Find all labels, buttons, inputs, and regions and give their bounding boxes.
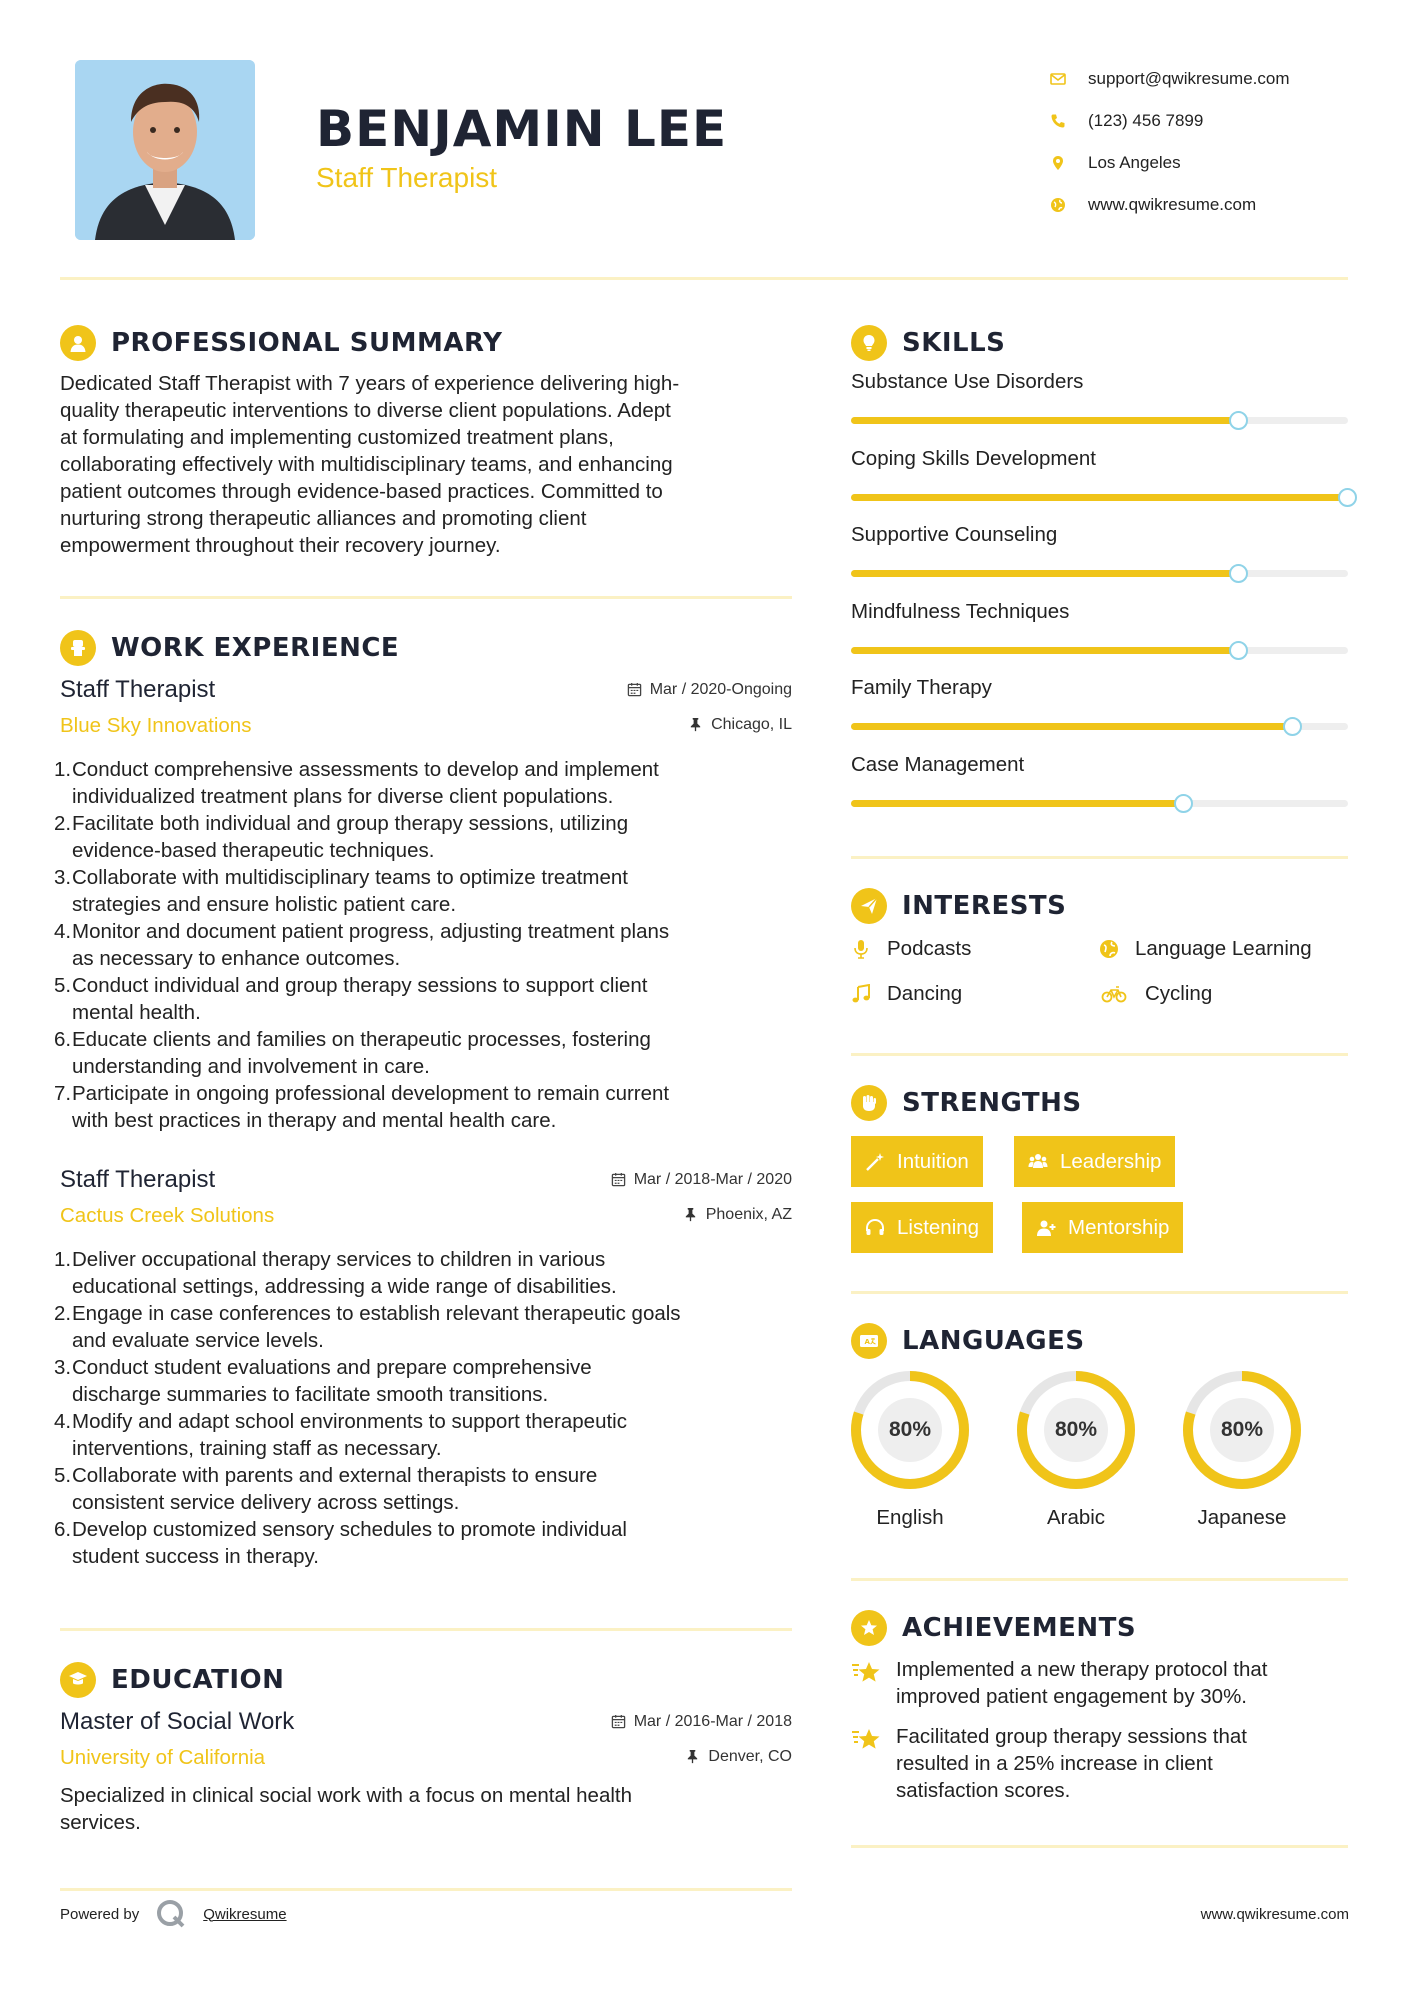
summary-divider <box>60 596 792 599</box>
list-item: 5. Collaborate with parents and external therapists to ensure consistent service delivery across settings. <box>54 1464 598 1514</box>
interest-cycling: Cycling <box>1099 982 1212 1006</box>
skill-bar <box>851 800 1348 807</box>
language-progress-ring: 80% <box>1014 1368 1138 1492</box>
globe-icon <box>1050 197 1088 213</box>
microphone-icon <box>851 939 871 959</box>
email-text: support@qwikresume.com <box>1088 69 1290 88</box>
candidate-title: Staff Therapist <box>316 162 498 193</box>
list-item: 4. Modify and adapt school environments to support therapeutic interventions, training staff as necessary. <box>54 1410 627 1460</box>
contact-info <box>1050 58 1380 226</box>
skills-divider <box>851 856 1348 859</box>
qwikresume-link[interactable]: Qwikresume <box>203 1905 287 1923</box>
languages-heading: A LANGUAGES <box>851 1323 1085 1359</box>
job-company: Blue Sky Innovations <box>60 714 252 737</box>
location-text: Los Angeles <box>1088 153 1181 172</box>
header-divider <box>60 277 1348 280</box>
skill-item: Substance Use Disorders <box>851 370 1348 447</box>
skill-item: Coping Skills Development <box>851 447 1348 524</box>
list-item: 4. Monitor and document patient progress, adjusting treatment plans as necessary to enhance outcomes. <box>54 920 670 970</box>
list-item: 5. Conduct individual and group therapy sessions to support client mental health. <box>54 974 648 1024</box>
candidate-name: BENJAMIN LEE <box>316 100 728 158</box>
achievements-heading: ACHIEVEMENTS <box>851 1610 1136 1646</box>
strengths-heading: STRENGTHS <box>851 1085 1082 1121</box>
list-item: 2. Facilitate both individual and group therapy sessions, utilizing evidence-based therapeutic techniques. <box>54 812 629 862</box>
experience-divider <box>60 1628 792 1631</box>
svg-text:A: A <box>864 1338 870 1346</box>
bicycle-icon <box>1099 984 1129 1004</box>
languages-divider <box>851 1578 1348 1581</box>
contact-email[interactable] <box>1050 58 1380 100</box>
list-item: 3. Collaborate with multidisciplinary teams to optimize treatment strategies and ensure holistic patient care. <box>54 866 629 916</box>
paper-plane-icon <box>851 888 887 924</box>
education-entry <box>60 1708 792 1836</box>
contact-website[interactable] <box>1050 184 1380 226</box>
skills-heading: SKILLS <box>851 325 1005 361</box>
skill-item: Supportive Counseling <box>851 523 1348 600</box>
language-arabic: 80% Arabic <box>1014 1368 1138 1530</box>
pin-icon <box>688 717 703 732</box>
calendar-icon <box>611 1172 626 1187</box>
star-badge-icon <box>851 1610 887 1646</box>
strength-intuition: Intuition <box>851 1136 983 1187</box>
strength-listening: Listening <box>851 1202 993 1253</box>
skill-item: Family Therapy <box>851 676 1348 753</box>
language-icon <box>851 1323 887 1359</box>
skill-knob <box>1229 564 1248 583</box>
job-date: Mar / 2020-Ongoing <box>627 681 792 699</box>
interest-dancing: Dancing <box>851 982 962 1006</box>
interest-podcasts: Podcasts <box>851 937 971 961</box>
skills-list <box>851 370 1348 829</box>
job-role: Staff Therapist <box>60 1166 216 1193</box>
summary-text: Dedicated Staff Therapist with 7 years of experience delivering high- quality therapeutic interventions to diverse client populations. Adept at formulating and implementing customized treatment plans, collaborating effectively with multidisciplinary teams, and enhancing patient outcomes through evidence-based practices. Committed to nurturing strong therapeutic alliances and promoting client empowerment throughout their recovery journey. <box>60 372 680 557</box>
magic-wand-icon <box>865 1152 885 1172</box>
graduate-icon <box>60 1662 96 1698</box>
job-entry-2 <box>54 1166 792 1570</box>
user-icon <box>60 325 96 361</box>
skill-item: Case Management <box>851 753 1348 830</box>
list-item: 2. Engage in case conferences to establish relevant therapeutic goals and evaluate service levels. <box>54 1302 681 1352</box>
list-item: 3. Conduct student evaluations and prepare comprehensive discharge summaries to facilitate smooth transitions. <box>54 1356 592 1406</box>
job-duties <box>54 756 792 1134</box>
interest-language-learning: Language Learning <box>1099 937 1312 961</box>
school: University of California <box>60 1746 266 1769</box>
language-japanese: 80% Japanese <box>1180 1368 1304 1530</box>
list-item: 1. Deliver occupational therapy services to children in various educational settings, addressing a wide range of disabilities. <box>54 1248 617 1298</box>
website-text: www.qwikresume.com <box>1088 195 1257 214</box>
globe-icon <box>1099 939 1119 959</box>
list-item: 7. Participate in ongoing professional development to remain current with best practices in therapy and mental health care. <box>54 1082 670 1132</box>
achievement-item: Facilitated group therapy sessions that resulted in a 25% increase in client satisfaction scores. <box>851 1723 1351 1804</box>
job-entry-1 <box>54 676 792 1134</box>
contact-location <box>1050 142 1380 184</box>
education-description: Specialized in clinical social work with a focus on mental health services. <box>60 1784 633 1834</box>
skill-bar <box>851 723 1348 730</box>
degree: Master of Social Work <box>60 1708 295 1735</box>
job-location: Chicago, IL <box>688 716 792 734</box>
language-english: 80% English <box>848 1368 972 1530</box>
phone-icon <box>1050 113 1088 129</box>
achievement-item: Implemented a new therapy protocol that improved patient engagement by 30%. <box>851 1656 1351 1710</box>
skill-knob <box>1174 794 1193 813</box>
footer-powered-by: Powered by Qwikresume <box>60 1898 287 1930</box>
skill-knob <box>1229 641 1248 660</box>
job-company: Cactus Creek Solutions <box>60 1204 275 1227</box>
skill-bar <box>851 647 1348 654</box>
job-date: Mar / 2018-Mar / 2020 <box>611 1171 792 1189</box>
strengths-divider <box>851 1291 1348 1294</box>
phone-text: (123) 456 7899 <box>1088 111 1204 130</box>
headphones-icon <box>865 1218 885 1238</box>
skill-knob <box>1338 488 1357 507</box>
list-item: 1. Conduct comprehensive assessments to develop and implement individualized treatment plans for diverse client populations. <box>54 758 659 808</box>
strength-mentorship: Mentorship <box>1022 1202 1183 1253</box>
map-pin-icon <box>1050 155 1088 171</box>
envelope-icon <box>1050 71 1088 87</box>
skill-bar <box>851 417 1348 424</box>
education-date: Mar / 2016-Mar / 2018 <box>611 1713 792 1731</box>
education-location: Denver, CO <box>685 1748 792 1766</box>
briefcase-icon <box>60 630 96 666</box>
users-icon <box>1028 1152 1048 1172</box>
music-note-icon <box>851 984 871 1004</box>
skill-item: Mindfulness Techniques <box>851 600 1348 677</box>
skill-bar <box>851 494 1348 501</box>
experience-heading: WORK EXPERIENCE <box>60 630 399 666</box>
pin-icon <box>685 1749 700 1764</box>
education-heading: EDUCATION <box>60 1662 284 1698</box>
skill-knob <box>1283 717 1302 736</box>
job-role: Staff Therapist <box>60 676 216 703</box>
qwikresume-logo-icon <box>155 1898 187 1930</box>
contact-phone[interactable] <box>1050 100 1380 142</box>
job-duties <box>54 1246 792 1570</box>
skill-knob <box>1229 411 1248 430</box>
calendar-icon <box>627 682 642 697</box>
star-icon <box>851 1656 896 1710</box>
language-progress-ring: 80% <box>848 1368 972 1492</box>
achievements-divider <box>851 1845 1348 1848</box>
strength-leadership: Leadership <box>1014 1136 1175 1187</box>
language-progress-ring: 80% <box>1180 1368 1304 1492</box>
interests-divider <box>851 1053 1348 1056</box>
pin-icon <box>683 1207 698 1222</box>
profile-photo <box>75 60 255 240</box>
list-item: 6. Educate clients and families on therapeutic processes, fostering understanding and involvement in care. <box>54 1028 651 1078</box>
calendar-icon <box>611 1714 626 1729</box>
star-icon <box>851 1723 896 1804</box>
job-location: Phoenix, AZ <box>683 1206 792 1224</box>
footer-website[interactable]: www.qwikresume.com <box>1200 1906 1349 1923</box>
interests-heading: INTERESTS <box>851 888 1066 924</box>
summary-heading: PROFESSIONAL SUMMARY <box>60 325 502 361</box>
fist-icon <box>851 1085 887 1121</box>
skill-bar <box>851 570 1348 577</box>
user-plus-icon <box>1036 1218 1056 1238</box>
list-item: 6. Develop customized sensory schedules to promote individual student success in therapy. <box>54 1518 627 1568</box>
lightbulb-icon <box>851 325 887 361</box>
education-divider <box>60 1888 792 1891</box>
